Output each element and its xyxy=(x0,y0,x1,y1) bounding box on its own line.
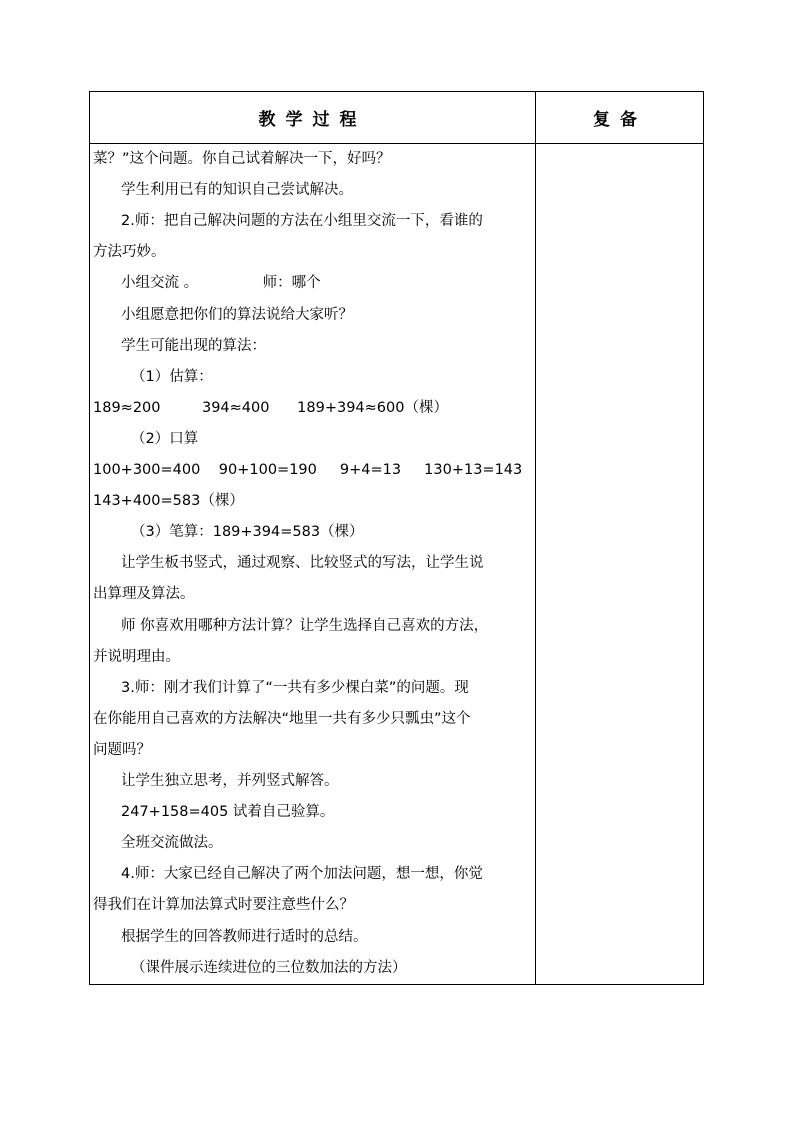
content-line: 4.师：大家已经自己解决了两个加法问题，想一想，你觉 xyxy=(121,866,483,883)
content-line: 学生可能出现的算法： xyxy=(121,337,266,354)
content-line: 问题吗？ xyxy=(93,741,151,758)
content-line: 师 你喜欢用哪种方法计算？让学生选择自己喜欢的方法， xyxy=(121,617,489,634)
content-line: （2）口算 xyxy=(131,430,199,447)
content-line: 全班交流做法。 xyxy=(121,835,223,852)
header-review: 复备 xyxy=(593,110,647,130)
lesson-table xyxy=(89,91,704,985)
content-line: 小组愿意把你们的算法说给大家听？ xyxy=(121,306,353,323)
content-line: 菜？”这个问题。你自己试着解决一下，好吗？ xyxy=(93,151,391,167)
content-line: 得我们在计算加法算式时要注意些什么？ xyxy=(93,897,354,914)
content-line: 2.师：把自己解决问题的方法在小组里交流一下，看谁的 xyxy=(121,213,483,230)
content-line: 方法巧妙。 xyxy=(93,244,166,261)
content-line: 根据学生的回答教师进行适时的总结。 xyxy=(121,928,368,945)
content-line: 小组交流 。 师：哪个 xyxy=(121,275,321,292)
content-line: （课件展示连续进位的三位数加法的方法） xyxy=(131,959,407,976)
column-divider xyxy=(535,92,536,984)
content-line: 在你能用自己喜欢的方法解决“地里一共有多少只瓢虫”这个 xyxy=(93,710,471,727)
content-line: 学生利用已有的知识自己尝试解决。 xyxy=(121,182,353,199)
content-line: 3.师：刚才我们计算了“一共有多少棵白菜”的问题。现 xyxy=(121,679,469,696)
content-line: 100+300=400 90+100=190 9+4=13 130+13=143 xyxy=(93,462,523,478)
content-line: 让学生板书竖式，通过观察、比较竖式的写法，让学生说 xyxy=(121,555,484,572)
content-line: 让学生独立思考，并列竖式解答。 xyxy=(121,773,339,789)
content-line: 247+158=405 试着自己验算。 xyxy=(121,804,335,821)
content-line: 143+400=583（棵） xyxy=(93,493,244,510)
content-line: 出算理及算法。 xyxy=(93,586,195,603)
content-line: 并说明理由。 xyxy=(93,648,180,665)
content-line: 189≈200 394≈400 189+394≈600（棵） xyxy=(93,399,448,416)
content-line: （1）估算： xyxy=(131,368,213,385)
header-teaching-process: 教学过程 xyxy=(258,110,367,130)
content-line: （3）笔算：189+394=583（棵） xyxy=(131,524,364,541)
